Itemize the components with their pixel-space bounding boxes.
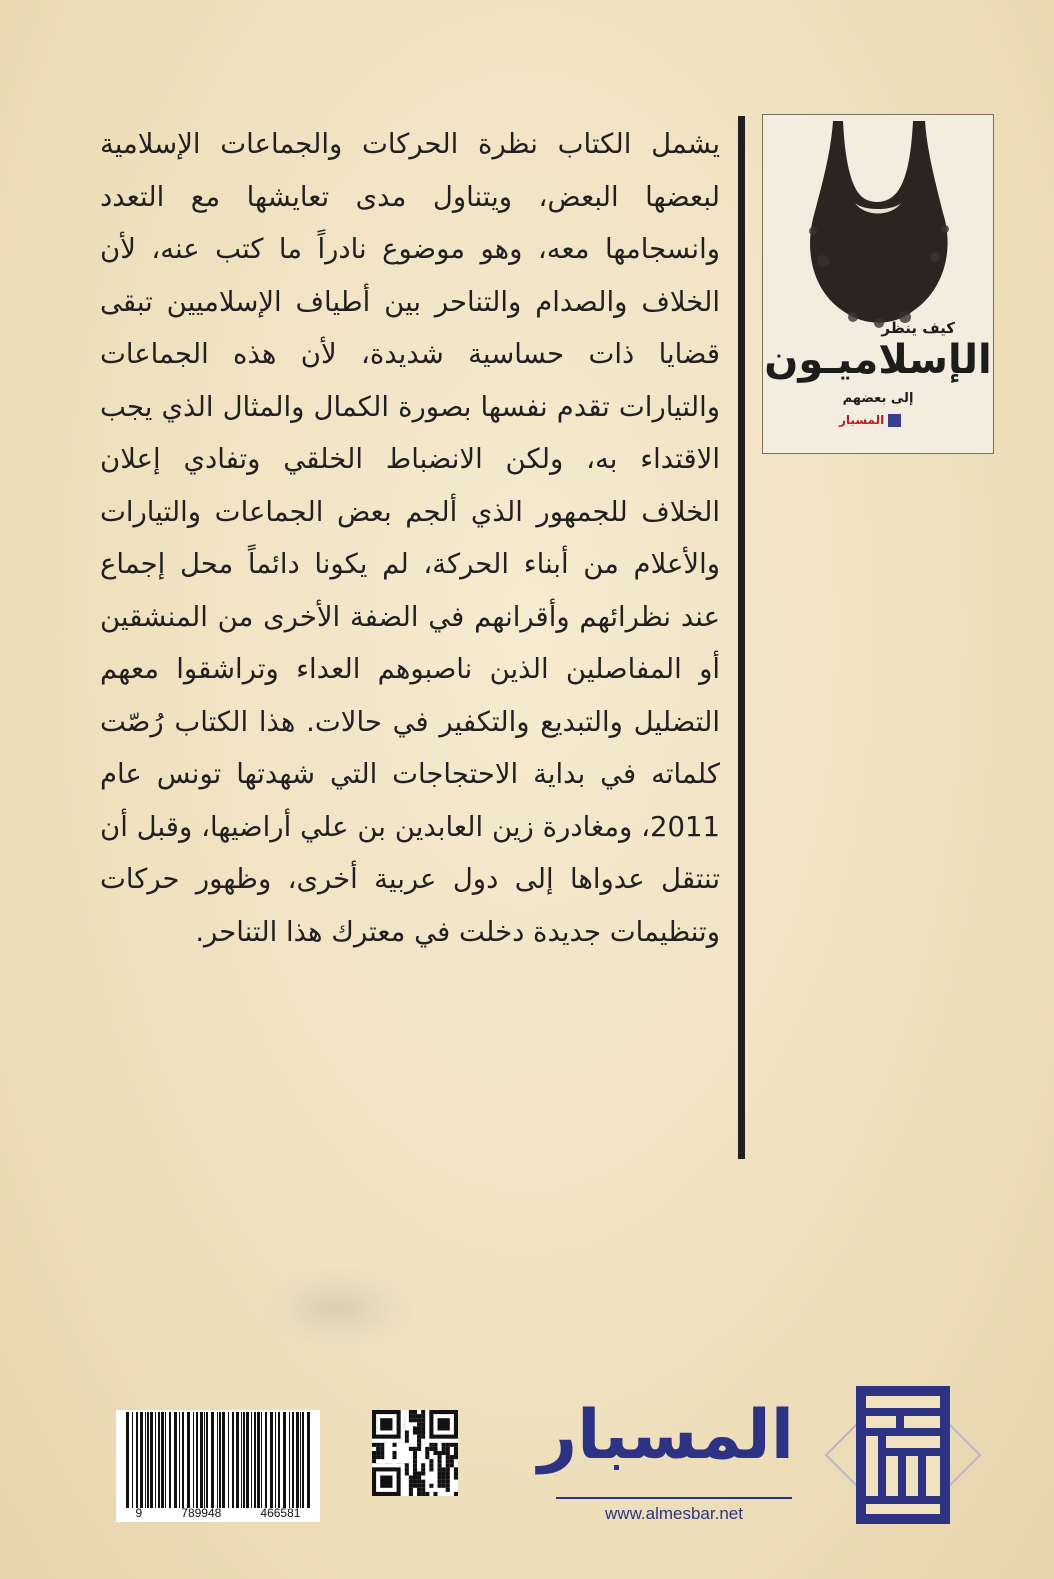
cover-title: الإسلاميـون [764,337,992,383]
cover-publisher [839,413,901,427]
publisher-underline [556,1497,792,1499]
qr-code [372,1410,458,1496]
barcode-bars [116,1412,320,1508]
barcode-number [116,1506,320,1520]
barcode-digit-group: 9 [135,1506,143,1520]
vertical-rule [738,116,745,1159]
publisher-name: المسبار [537,1396,795,1475]
barcode-digit-group: 466581 [260,1506,301,1520]
publisher-url: www.almesbar.net [605,1504,743,1523]
beard-illustration [793,121,963,331]
book-description: يشمل الكتاب نظرة الحركات والجماعات الإسلامية لبعضها البعض، ويتناول مدى تعايشها مع التعدد وانسجامها معه، وهو موضوع نادراً ما كتب عنه، لأن الخلاف والصدام والتناحر بين أطياف الإسلاميين تبقى قضايا ذات حساسية شديدة، لأن هذه الجماعات والتيارات تقدم نفسها بصورة الكمال والمثال الذي يجب الاقتداء به، ولكن الانضباط الخلقي وتفادي إعلان الخلاف للجمهور الذي ألجم بعض الجماعات والتيارات والأعلام من أبناء الحركة، لم يكونا دائماً محل إجماع عند نظرائهم وأقرانهم في الضفة الأخرى من المنشقين أو المفاصلين الذين ناصبوهم العداء وتراشقوا معهم التضليل والتبديع والتكفير في حالات. هذا الكتاب رُصّت كلماته في بداية الاحتجاجات التي شهدتها تونس عام 2011، ومغادرة زين العابدين بن علي أراضيها، وقبل أن تنتقل عدواها إلى دول عربية أخرى، وظهور حركات وتنظيمات جديدة دخلت في معترك هذا التناحر. [100,128,720,948]
barcode-digit-group: 789948 [181,1506,222,1520]
paper-stain [262,1268,412,1348]
cover-publisher-name: المسبار [839,413,885,427]
isbn-barcode [116,1410,320,1522]
cover-pre-title: كيف ينظر [881,319,955,337]
book-cover-thumbnail [762,114,994,454]
publisher-mark-icon [888,414,901,427]
publisher-logo-icon [818,1380,988,1530]
cover-subtitle: إلى بعضهم [842,391,914,406]
